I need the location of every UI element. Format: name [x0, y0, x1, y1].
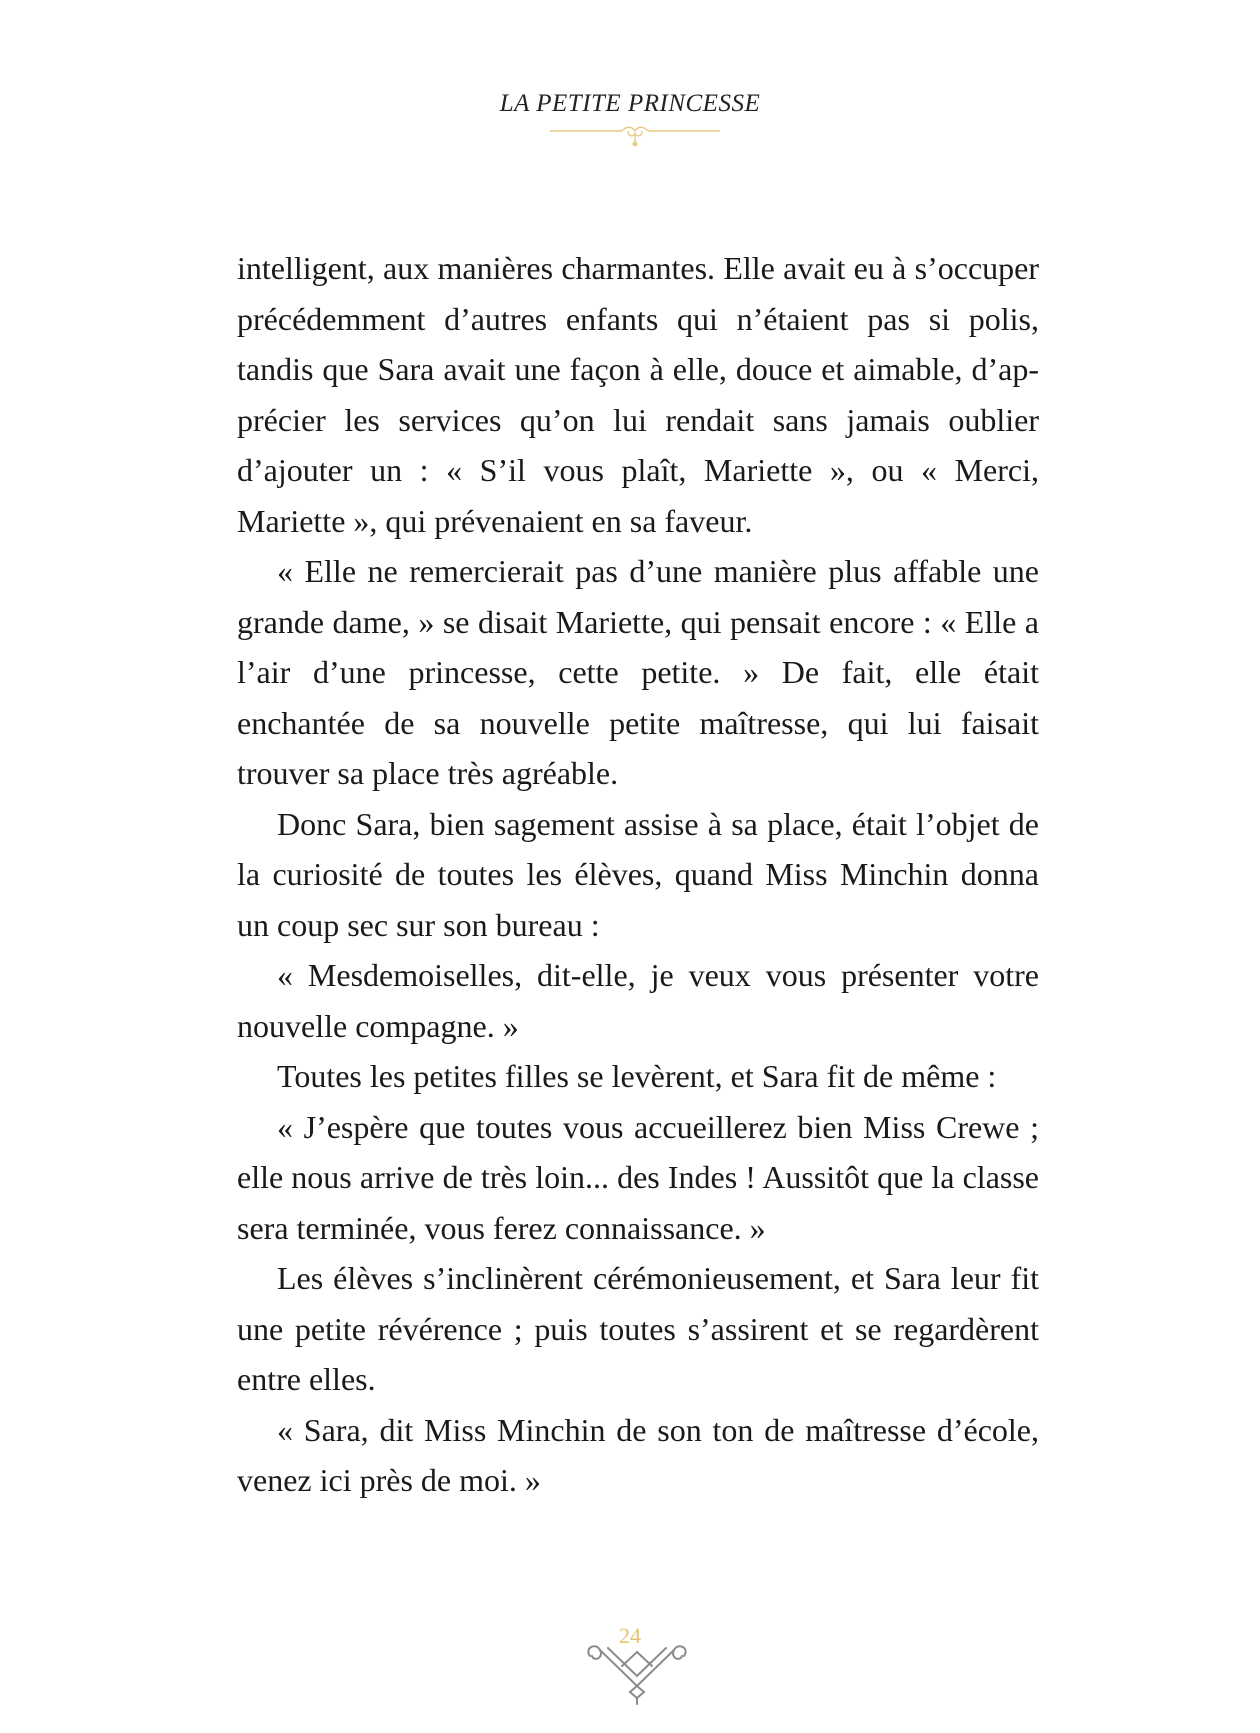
paragraph: intelligent, aux manières charmantes. Elle avait eu à s’occuper précédemment d’autres enfants qui n’étaient pas si polis, tandis que Sara avait une façon à elle, douce et aimable, d’ap-précier les services qu’on lui rendait sans jamais oublier d’ajouter un : « S’il vous plaît, Mariette », ou « Merci, Mariette », qui prévenaient en sa faveur.: [237, 250, 1039, 539]
paragraph: Donc Sara, bien sagement assise à sa place, était l’objet de la curiosité de toutes les élèves, quand Miss Minchin donna un coup sec sur son bureau :: [237, 805, 1039, 943]
running-header-title: LA PETITE PRINCESSE: [499, 90, 761, 117]
paragraph: « Elle ne remercierait pas d’une manière plus affable une grande dame, » se disait Mariette, qui pensait encore : « Elle a l’air d’une princesse, cette petite. » De fait, elle était enchantée de sa nouvelle petite maîtresse, qui lui faisait trouver sa place très agréable.: [237, 553, 1039, 791]
gold-flourish-divider-icon: [550, 124, 720, 148]
paragraph: « Sara, dit Miss Minchin de son ton de maîtresse d’école, venez ici près de moi. »: [237, 1411, 1039, 1498]
paragraph: Les élèves s’inclinèrent cérémonieusement, et Sara leur fit une petite révérence ; puis toutes s’assirent et se regardèrent entre elles.: [237, 1260, 1039, 1397]
page-number: 24: [619, 1623, 641, 1648]
paragraph: « Mesdemoiselles, dit-elle, je veux vous présenter votre nouvelle compagne. »: [237, 957, 1039, 1044]
paragraph: « J’espère que toutes vous accueillerez bien Miss Crewe ; elle nous arrive de très loin... des Indes ! Aussitôt que la classe sera terminée, vous ferez connaissance. »: [237, 1108, 1039, 1246]
silver-flourish-ornament-icon: [582, 1636, 692, 1706]
body-text: [237, 243, 1039, 1506]
paragraph: Toutes les petites filles se levèrent, et Sara fit de même :: [277, 1058, 997, 1094]
